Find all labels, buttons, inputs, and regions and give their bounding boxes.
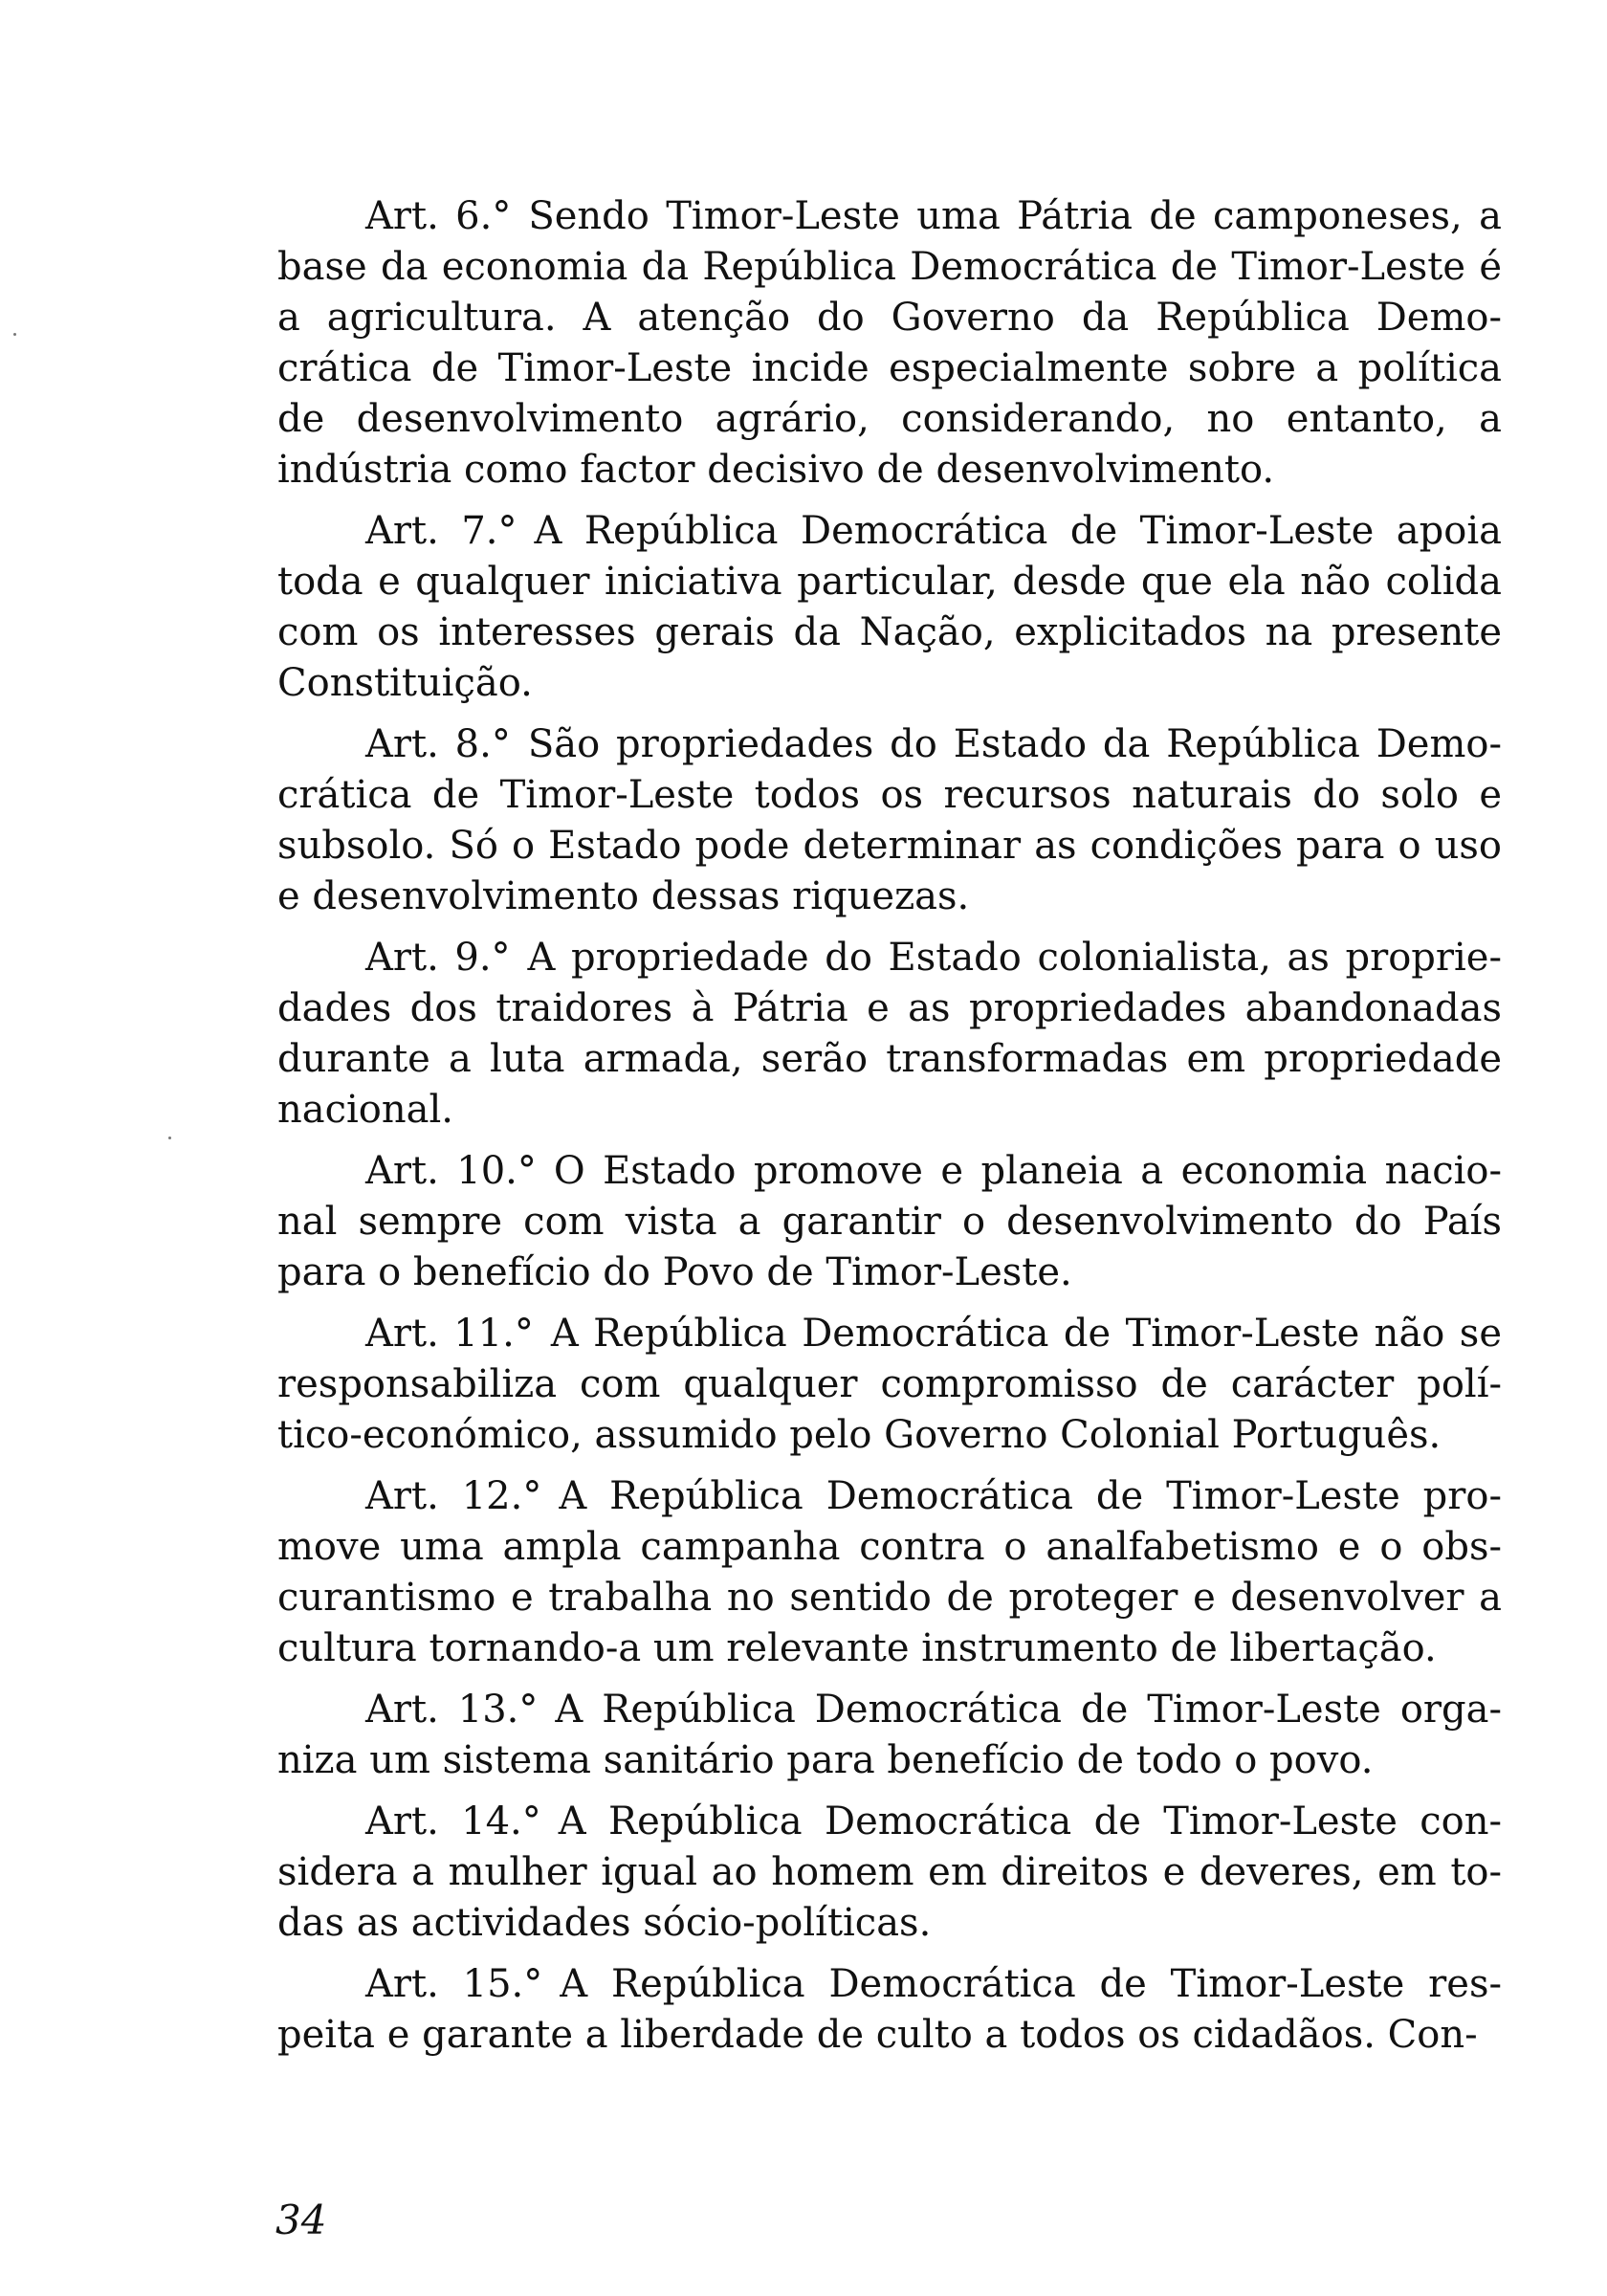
article-label: Art. 11.° [365, 1312, 534, 1356]
article-text: São propriedades do Estado da República Democrática de Timor-Leste todos os recursos naturais do solo e subsolo. Só o Estado pode determinar as condições para o uso e desenvolvimento dessas riquezas. [277, 722, 1502, 918]
article-label: Art. 8.° [365, 722, 511, 766]
article-label: Art. 14.° [365, 1799, 541, 1843]
article-12 [277, 1471, 1502, 1674]
article-label: Art. 9.° [365, 936, 511, 980]
article-9 [277, 933, 1502, 1136]
article-label: Art. 12.° [365, 1474, 542, 1518]
article-text: A República Democrática de Timor-Leste apoia toda e qualquer iniciativa particular, desde que ela não colida com os interesses gerais da Nação, explicitados na presente Constituição. [277, 509, 1502, 705]
article-label: Art. 6.° [365, 194, 512, 238]
article-text: A República Democrática de Timor-Leste considera a mulher igual ao homem em direitos e deveres, em todas as actividades sócio-políticas. [277, 1799, 1503, 1945]
article-text: A República Democrática de Timor-Leste organiza um sistema sanitário para benefício de todo o povo. [277, 1688, 1502, 1782]
article-label: Art. 15.° [365, 1962, 543, 2006]
article-7 [277, 506, 1502, 709]
page-number: 34 [275, 2197, 327, 2243]
article-text: Sendo Timor-Leste uma Pátria de camponeses, a base da economia da República Democrática de Timor-Leste é a agricultura. A atenção do Governo da República Democrática de Timor-Leste incide especialmente sobre a política de desenvolvimento agrário, considerando, no entanto, a indústria como factor decisivo de desenvolvimento. [277, 194, 1502, 492]
article-10 [277, 1146, 1502, 1298]
article-11 [277, 1309, 1502, 1461]
article-label: Art. 7.° [365, 509, 517, 553]
article-text: A propriedade do Estado colonialista, as propriedades dos traidores à Pátria e as propriedades abandonadas durante a luta armada, serão transformadas em propriedade nacional. [277, 936, 1502, 1132]
article-8 [277, 719, 1502, 922]
article-13 [277, 1685, 1502, 1786]
article-text: A República Democrática de Timor-Leste não se responsabiliza com qualquer compromisso de carácter político-económico, assumido pelo Governo Colonial Português. [277, 1312, 1503, 1457]
article-text: A República Democrática de Timor-Leste respeita e garante a liberdade de culto a todos os cidadãos. Con- [277, 1962, 1502, 2057]
article-15 [277, 1959, 1502, 2061]
article-text: O Estado promove e planeia a economia nacional sempre com vista a garantir o desenvolvimento do País para o benefício do Povo de Timor-Leste. [277, 1149, 1502, 1294]
article-14 [277, 1797, 1502, 1949]
article-label: Art. 10.° [365, 1149, 537, 1193]
scan-speck [168, 1137, 171, 1139]
article-text: A República Democrática de Timor-Leste promove uma ampla campanha contra o analfabetismo e o obscurantismo e trabalha no sentido de proteger e desenvolver a cultura tornando-a um relevante instrumento de libertação. [277, 1474, 1503, 1670]
article-6 [277, 191, 1502, 496]
article-label: Art. 13.° [365, 1688, 539, 1732]
scan-speck [13, 333, 16, 336]
article-list [277, 191, 1502, 2071]
